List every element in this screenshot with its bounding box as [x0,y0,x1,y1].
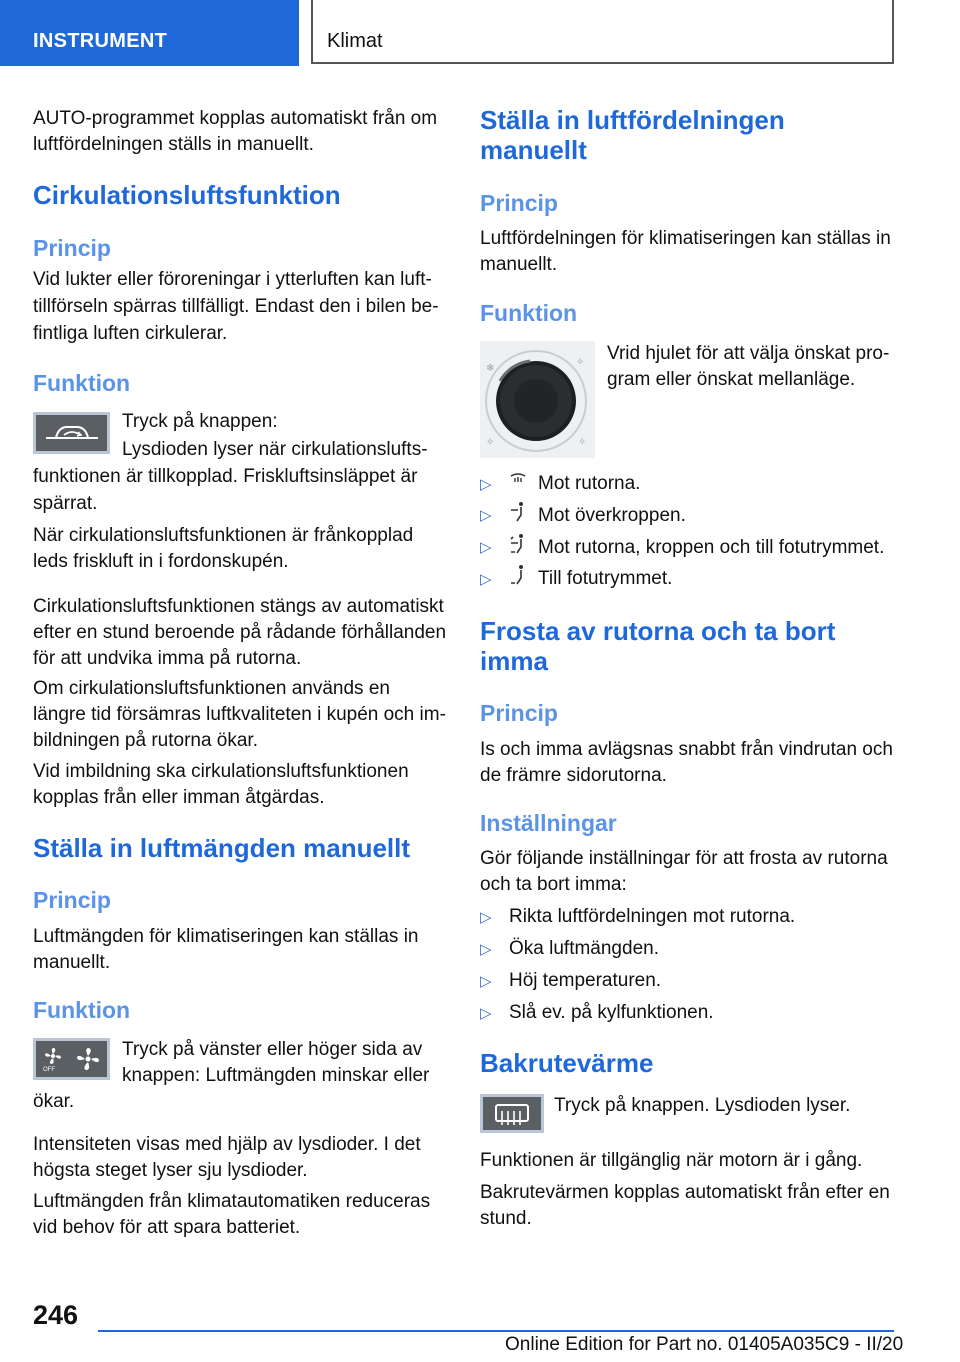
defrost-item-3: Höj temperaturen. [509,970,662,991]
airflow-princip-heading: Princip [33,887,111,913]
footer-rule [98,1330,894,1332]
svg-text:✧: ✧ [576,357,585,368]
rear-heating-line-2: Funktionen är tillgänglig när motorn är i gång. [480,1150,863,1171]
rear-heating-heading: Bakrutevärme [480,1048,654,1078]
distribution-princip-line-1: Luftfördelningen för klimatiseringen kan ställas in [480,228,891,249]
circulation-funktion-heading: Funktion [33,370,131,396]
circulation-auto-line-3: för att undvika imma på rutorna. [33,648,302,669]
airflow-princip-line-1: Luftmängden för klimatiseringen kan ställas in [33,926,419,947]
chapter-tab [311,0,894,64]
distribution-funktion-heading: Funktion [480,300,578,326]
rear-heating-line-1: Tryck på knappen. Lysdioden lyser. [554,1095,851,1116]
circulation-step-2a: Lysdioden lyser när cirkulationslufts- [122,439,428,460]
page-number: 246 [33,1300,79,1330]
intro-line-2: luftfördelningen ställs in manuellt. [33,134,314,155]
airflow-intensity-line-2: högsta steget lyser sju lysdioder. [33,1160,308,1181]
defrost-item-2: Öka luftmängden. [509,938,659,959]
defrost-item-1: Rikta luftfördelningen mot rutorna. [509,906,796,927]
circulation-long-line-2: längre tid försämras luftkvaliteten i kupén och im- [33,704,446,725]
circulation-off-line-2: leds friskluft in i fordonskupén. [33,551,289,572]
circulation-long-line-1: Om cirkulationsluftsfunktionen används en [33,678,390,699]
defrost-settings-heading: Inställningar [480,810,617,836]
svg-text:✧: ✧ [578,437,587,448]
fan-off-label: OFF [43,1067,55,1072]
defrost-princip-line-1: Is och imma avlägsnas snabbt från vindrutan och [480,739,893,760]
defrost-settings-line-1: Gör följande inställningar för att frosta av rutorna [480,848,888,869]
defrost-item-4: Slå ev. på kylfunktionen. [509,1002,714,1023]
windshield-icon [509,470,527,490]
intro-line-1: AUTO-programmet kopplas automatiskt från om [33,108,438,129]
airflow-princip-line-2: manuellt. [33,952,111,973]
circulation-long-line-3: bildningen på rutorna ökar. [33,730,258,751]
circulation-princip-line-1: Vid lukter eller föroreningar i ytterluften kan luft- [33,269,432,290]
airflow-reduce-line-2: vid behov för att spara batteriet. [33,1217,301,1238]
section-tab [0,0,299,66]
airflow-reduce-line-1: Luftmängden från klimatautomatiken reduceras [33,1191,431,1212]
airflow-funktion-line-1: Tryck på vänster eller höger sida av [122,1039,423,1060]
circulation-fog-line-1: Vid imbildning ska cirkulationsluftsfunktionen [33,761,409,782]
circulation-princip-line-3: fintliga luften cirkulerar. [33,323,228,344]
airflow-heading: Ställa in luftmängden manuellt [33,833,411,863]
rear-heating-line-3: Bakrutevärmen kopplas automatiskt från efter en [480,1182,890,1203]
distribution-heading-line-1: Ställa in luftfördelningen [480,105,785,135]
defrost-heading-line-1: Frosta av rutorna och ta bort [480,616,836,646]
svg-text:✧: ✧ [486,437,495,448]
distribution-item-4: Till fotutrymmet. [538,568,673,589]
airflow-funktion-line-3: ökar. [33,1091,75,1112]
circulation-auto-line-1: Cirkulationsluftsfunktionen stängs av automatiskt [33,596,444,617]
circulation-step-2b-line-1: funktionen är tillkopplad. Friskluftsinsläppet är [33,466,418,487]
fan-icon [33,1038,110,1080]
section-title: INSTRUMENT [33,30,168,52]
circulation-heading: Cirkulationsluftsfunktion [33,180,341,210]
circulation-step-2b-line-2: spärrat. [33,493,98,514]
circulation-princip-line-2: tillförseln spärras tillfälligt. Endast den i bilen be- [33,296,439,317]
distribution-item-2: Mot överkroppen. [538,505,686,526]
distribution-princip-line-2: manuellt. [480,254,558,275]
rear-heating-line-4: stund. [480,1208,532,1229]
distribution-princip-heading: Princip [480,190,558,216]
circulation-fog-line-2: kopplas från eller imman åtgärdas. [33,787,325,808]
distribution-funktion-line-1: Vrid hjulet för att välja önskat pro- [607,343,890,364]
circulation-auto-line-2: efter en stund beroende på rådande förhållanden [33,622,447,643]
rear-window-heating-icon [480,1094,544,1133]
defrost-heading-line-2: imma [480,646,548,676]
distribution-item-3: Mot rutorna, kroppen och till fotutrymmet. [538,537,885,558]
circulation-off-line-1: När cirkulationsluftsfunktionen är frånkopplad [33,525,414,546]
distribution-heading-line-2: manuellt [480,135,587,165]
distribution-funktion-line-2: gram eller önskat mellanläge. [607,369,856,390]
circulation-princip-heading: Princip [33,235,111,261]
airflow-funktion-heading: Funktion [33,997,131,1023]
knob-image [480,341,595,458]
svg-text:❄: ❄ [486,363,495,374]
upper-body-icon [509,501,527,523]
circulation-step-1: Tryck på knappen: [122,411,278,432]
chapter-title: Klimat [327,30,383,52]
body-foot-icon [509,533,527,555]
recirculation-icon [33,412,110,454]
distribution-item-1: Mot rutorna. [538,473,641,494]
footer-edition: Online Edition for Part no. 01405A035C9 - II/20 [505,1334,904,1355]
airflow-intensity-line-1: Intensiteten visas med hjälp av lysdioder. I det [33,1134,421,1155]
defrost-princip-line-2: de främre sidorutorna. [480,765,667,786]
airflow-funktion-line-2: knappen: Luftmängden minskar eller [122,1065,430,1086]
footwell-icon [509,564,527,586]
defrost-princip-heading: Princip [480,700,558,726]
defrost-settings-line-2: och ta bort imma: [480,874,627,895]
